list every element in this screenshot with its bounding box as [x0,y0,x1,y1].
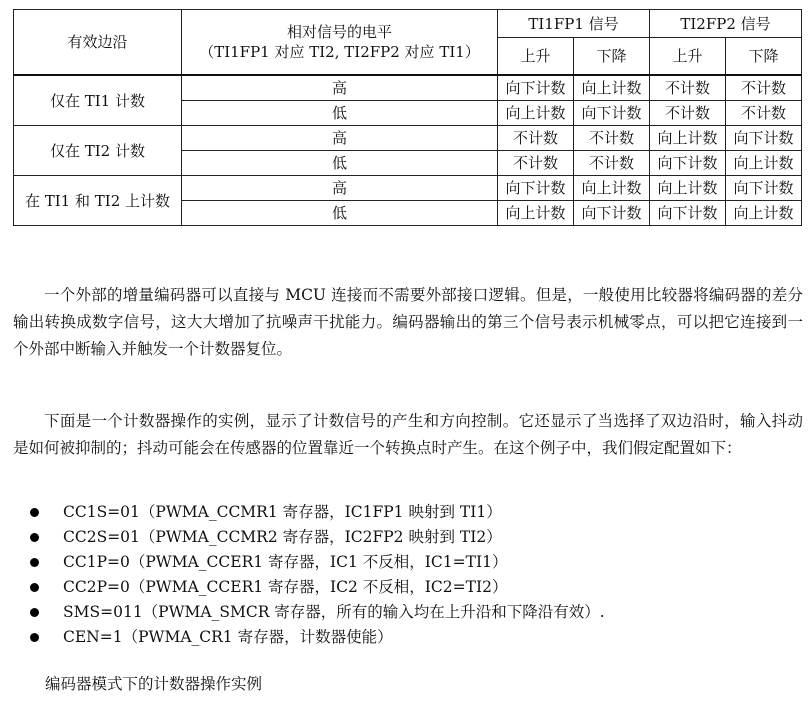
header-edge: 有效边沿 [14,10,182,76]
counting-direction-table [13,9,802,226]
header-ti2fp2-rise: 上升 [650,38,726,76]
header-level-line1: 相对信号的电平 [286,23,392,41]
table-cell: 不计数 [726,101,802,126]
table-cell: 向下计数 [498,176,574,201]
table-cell: 向上计数 [574,75,650,101]
config-list [30,500,605,650]
table-cell: 向上计数 [726,151,802,176]
header-level-line2: （TI1FP1 对应 TI2, TI2FP2 对应 TI1） [199,43,480,61]
table-cell: 向下计数 [650,151,726,176]
bullet-icon [30,533,39,542]
level-cell: 高 [182,75,498,101]
level-cell: 高 [182,126,498,151]
table-cell: 向上计数 [498,101,574,126]
figure-caption: 编码器模式下的计数器操作实例 [45,675,263,693]
header-ti1fp1-rise: 上升 [498,38,574,76]
table-row [14,176,802,201]
list-item [30,625,605,650]
table-cell: 不计数 [650,75,726,101]
table-cell: 向上计数 [650,176,726,201]
paragraph-example-intro: 下面是一个计数器操作的实例，显示了计数信号的产生和方向控制。它还显示了当选择了双边沿时，输入抖动是如何被抑制的；抖动可能会在传感器的位置靠近一个转换点时产生。在这个例子中，我们假定配置如下： [13,412,803,457]
table-cell: 向上计数 [650,126,726,151]
bullet-icon [30,583,39,592]
table-cell: 向上计数 [726,201,802,226]
group-label: 仅在 TI1 计数 [14,75,182,126]
header-level [182,10,498,76]
header-ti2fp2-fall: 下降 [726,38,802,76]
list-item-text: CC2S=01（PWMA_CCMR2 寄存器，IC2FP2 映射到 TI2） [63,528,502,546]
table-cell: 不计数 [574,126,650,151]
paragraph-encoder-connection: 一个外部的增量编码器可以直接与 MCU 连接而不需要外部接口逻辑。但是，一般使用比较器将编码器的差分输出转换成数字信号，这大大增加了抗噪声干扰能力。编码器输出的第三个信号表示机械零点，可以把它连接到一个外部中断输入并触发一个计数器复位。 [13,286,803,358]
table-row [14,126,802,151]
table-cell: 向下计数 [726,126,802,151]
table-cell: 向下计数 [498,75,574,101]
table-header-row [14,10,802,38]
group-label: 仅在 TI2 计数 [14,126,182,176]
header-ti1fp1-fall: 下降 [574,38,650,76]
table-row [14,75,802,101]
level-cell: 低 [182,201,498,226]
group-label: 在 TI1 和 TI2 上计数 [14,176,182,226]
list-item [30,550,605,575]
list-item-text: SMS=011（PWMA_SMCR 寄存器，所有的输入均在上升沿和下降沿有效）. [63,603,605,621]
table-cell: 不计数 [498,126,574,151]
bullet-icon [30,508,39,517]
header-ti2fp2: TI2FP2 信号 [650,10,802,38]
list-item-text: CC1P=0（PWMA_CCER1 寄存器，IC1 不反相，IC1=TI1） [63,553,508,571]
table-cell: 向上计数 [574,176,650,201]
table-cell: 不计数 [726,75,802,101]
list-item-text: CEN=1（PWMA_CR1 寄存器，计数器使能） [63,628,393,646]
list-item [30,575,605,600]
table-cell: 向下计数 [574,101,650,126]
table-cell: 不计数 [650,101,726,126]
bullet-icon [30,608,39,617]
list-item [30,600,605,625]
level-cell: 低 [182,101,498,126]
table-cell: 不计数 [574,151,650,176]
list-item [30,525,605,550]
level-cell: 高 [182,176,498,201]
table-cell: 向下计数 [726,176,802,201]
level-cell: 低 [182,151,498,176]
bullet-icon [30,558,39,567]
header-ti1fp1: TI1FP1 信号 [498,10,650,38]
list-item [30,500,605,525]
table-cell: 不计数 [498,151,574,176]
table-cell: 向上计数 [498,201,574,226]
table-cell: 向下计数 [650,201,726,226]
table-cell: 向下计数 [574,201,650,226]
bullet-icon [30,633,39,642]
list-item-text: CC2P=0（PWMA_CCER1 寄存器，IC2 不反相，IC2=TI2） [63,578,508,596]
list-item-text: CC1S=01（PWMA_CCMR1 寄存器，IC1FP1 映射到 TI1） [63,503,502,521]
